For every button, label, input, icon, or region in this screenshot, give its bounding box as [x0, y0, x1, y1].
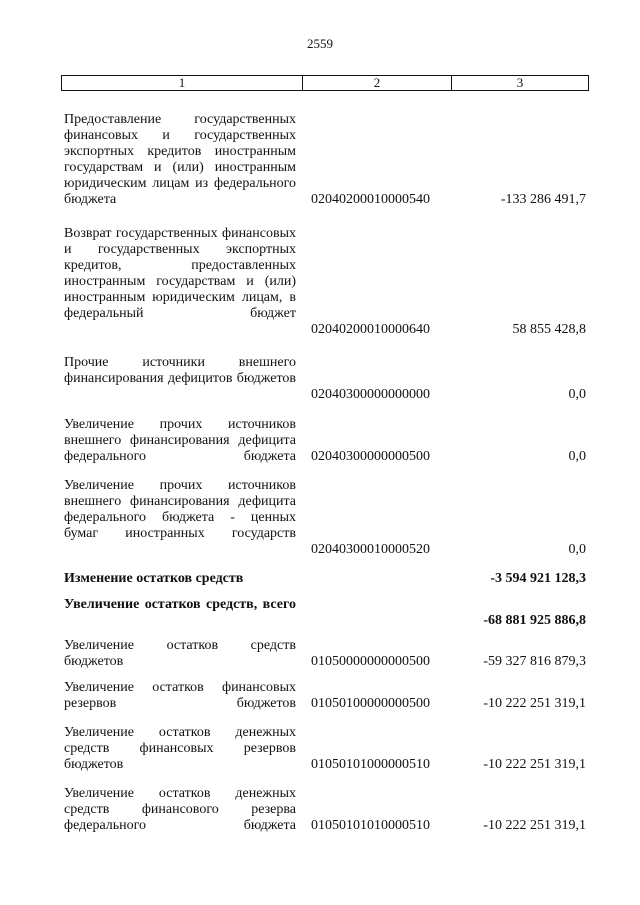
- row-amount: -68 881 925 886,8: [483, 613, 586, 628]
- row-description: Увеличение прочих источников внешнего финансирования дефицита федерального бюджета - ценных бумаг иностранных государств: [64, 478, 296, 541]
- row-code: 01050101000000510: [311, 757, 430, 772]
- row-amount: -10 222 251 319,1: [483, 757, 586, 772]
- row-amount: -10 222 251 319,1: [483, 696, 586, 711]
- row-amount: -59 327 816 879,3: [483, 654, 586, 669]
- row-description: Увеличение остатков финансовых резервов бюджетов: [64, 680, 296, 711]
- row-description: Увеличение остатков денежных средств финансового резерва федерального бюджета: [64, 786, 296, 833]
- row-description: Изменение остатков средств: [64, 571, 244, 586]
- row-description: Прочие источники внешнего финансирования дефицитов бюджетов: [64, 355, 296, 386]
- row-code: 02040300000000000: [311, 387, 430, 402]
- row-amount: -3 594 921 128,3: [490, 571, 586, 586]
- table-header: [61, 75, 589, 91]
- row-code: 02040200010000640: [311, 322, 430, 337]
- row-description: Предоставление государственных финансовых и государственных экспортных кредитов иностранным государствам и (или) иностранным юридическим лицам из федерального бюджета: [64, 112, 296, 207]
- header-col-3: 3: [516, 75, 524, 90]
- row-code: 02040300000000500: [311, 449, 430, 464]
- row-amount: 0,0: [568, 542, 586, 557]
- row-description: Увеличение прочих источников внешнего финансирования дефицита федерального бюджета: [64, 417, 296, 464]
- row-amount: 0,0: [568, 449, 586, 464]
- row-amount: -133 286 491,7: [500, 192, 586, 207]
- row-amount: -10 222 251 319,1: [483, 818, 586, 833]
- page-number: 2559: [307, 36, 333, 51]
- row-code: 02040300010000520: [311, 542, 430, 557]
- row-description: Увеличение остатков средств бюджетов: [64, 638, 296, 669]
- row-description: Увеличение остатков денежных средств финансовых резервов бюджетов: [64, 725, 296, 772]
- header-col-1: 1: [62, 76, 303, 90]
- row-description: Увеличение остатков средств, всего: [64, 597, 296, 612]
- header-col-2: 2: [303, 76, 452, 90]
- row-code: 01050100000000500: [311, 696, 430, 711]
- row-code: 01050101010000510: [311, 818, 430, 833]
- row-code: 02040200010000540: [311, 192, 430, 207]
- row-description: Возврат государственных финансовых и государственных экспортных кредитов, предоставленных иностранным государствам и (или) иностранным юридическим лицам, в федеральный бюджет: [64, 226, 296, 321]
- row-amount: 0,0: [568, 387, 586, 402]
- row-amount: 58 855 428,8: [512, 322, 586, 337]
- row-code: 01050000000000500: [311, 654, 430, 669]
